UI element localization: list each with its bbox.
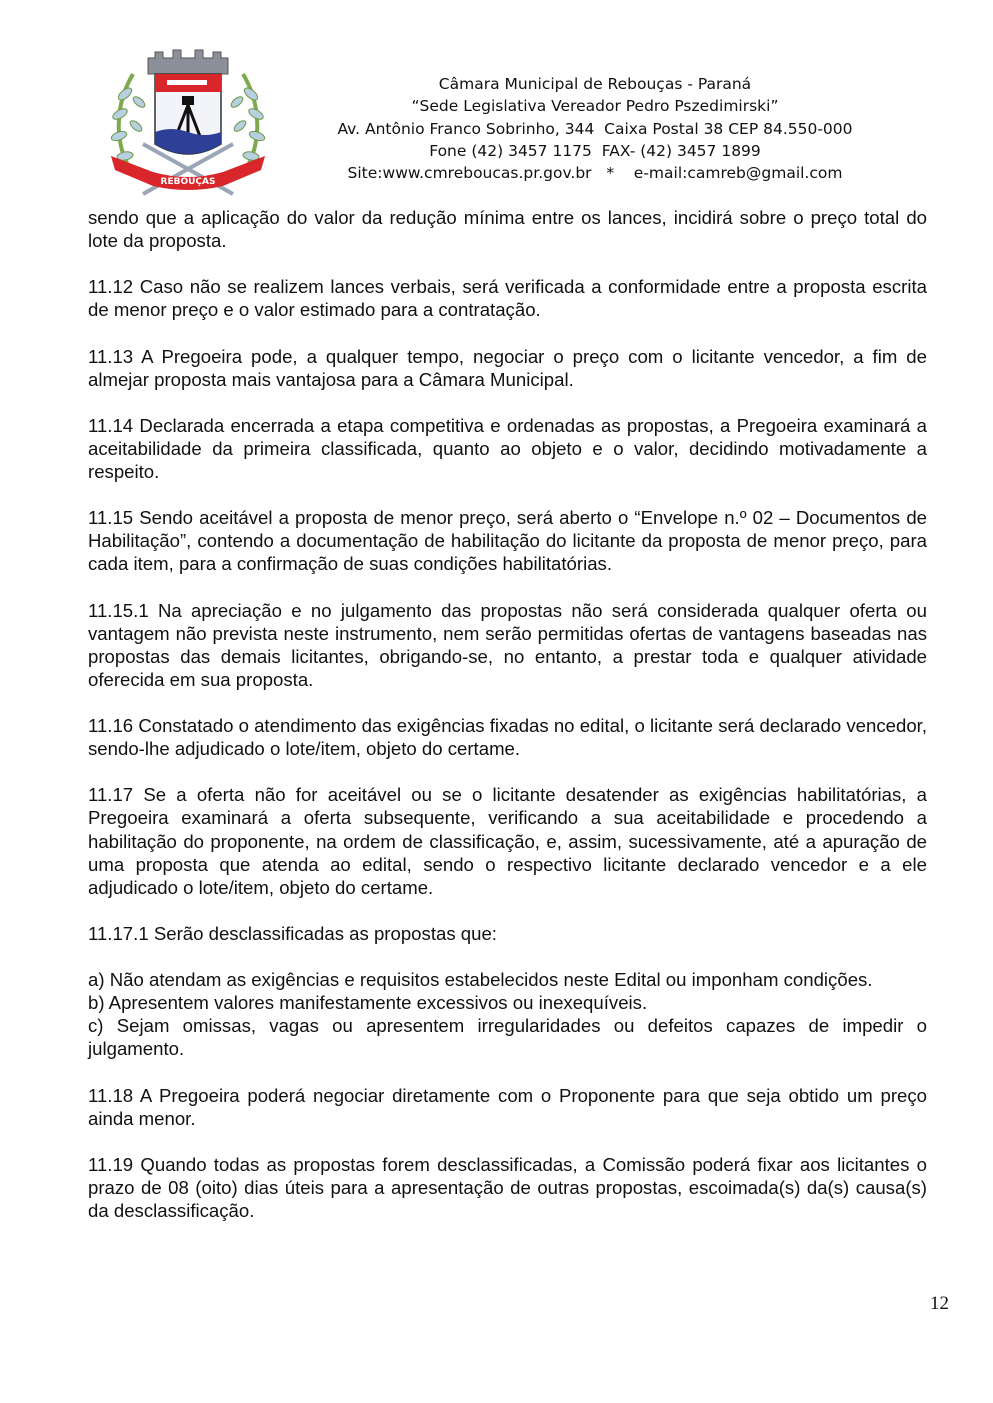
institution-address: Av. Antônio Franco Sobrinho, 344 Caixa Postal 38 CEP 84.550-000	[337, 119, 853, 138]
paragraph-11-17: 11.17 Se a oferta não for aceitável ou se o licitante desatender as exigências habilitatórias, a Pregoeira examinará a oferta subsequente, verificando a sua aceitabilidade e procedendo a habilitação do proponente, na ordem de classificação, e, assim, sucessivamente, até a apuração de uma proposta que atenda ao edital, sendo o respectivo licitante declarado vencedor e a ele adjudicado o lote/item, objeto do certame.	[88, 784, 927, 898]
document-body	[88, 206, 927, 1245]
paragraph-11-16: 11.16 Constatado o atendimento das exigências fixadas no edital, o licitante será declarado vencedor, sendo-lhe adjudicado o lote/item, objeto do certame.	[88, 715, 927, 760]
page-number: 12	[930, 1293, 949, 1314]
list-item-c: c) Sejam omissas, vagas ou apresentem irregularidades ou defeitos capazes de impedir o julgamento.	[88, 1015, 927, 1060]
logo-banner-text: REBOUÇAS	[160, 177, 216, 187]
list-item-b: b) Apresentem valores manifestamente excessivos ou inexequíveis.	[88, 992, 648, 1014]
paragraph-continuation: sendo que a aplicação do valor da redução mínima entre os lances, incidirá sobre o preço total do lote da proposta.	[88, 207, 927, 252]
paragraph-11-17-1: 11.17.1 Serão desclassificadas as propostas que:	[88, 922, 497, 944]
paragraph-11-12: 11.12 Caso não se realizem lances verbais, será verificada a conformidade entre a proposta escrita de menor preço e o valor estimado para a contratação.	[88, 276, 927, 321]
list-item-a: a) Não atendam as exigências e requisitos estabelecidos neste Edital ou imponham condições.	[88, 969, 873, 991]
institution-contact: Site:www.cmreboucas.pr.gov.br * e-mail:camreb@gmail.com	[347, 164, 843, 183]
paragraph-11-19: 11.19 Quando todas as propostas forem desclassificadas, a Comissão poderá fixar aos licitantes o prazo de 08 (oito) dias úteis para a apresentação de outras propostas, escoimada(s) da(s) causa(s) da desclassificação.	[88, 1153, 927, 1222]
letterhead-text	[310, 73, 880, 184]
institution-phone: Fone (42) 3457 1175 FAX- (42) 3457 1899	[429, 141, 761, 160]
paragraph-11-14: 11.14 Declarada encerrada a etapa competitiva e ordenadas as propostas, a Pregoeira examinará a aceitabilidade da primeira classificada, quanto ao objeto e o valor, decidindo motivadamente a respeito.	[88, 414, 927, 483]
institution-name: Câmara Municipal de Rebouças - Paraná	[438, 75, 752, 93]
institution-subtitle: “Sede Legislativa Vereador Pedro Pszedimirski”	[411, 97, 779, 116]
paragraph-11-13: 11.13 A Pregoeira pode, a qualquer tempo, negociar o preço com o licitante vencedor, a fim de almejar proposta mais vantajosa para a Câmara Municipal.	[88, 345, 927, 390]
coat-of-arms-icon	[103, 44, 273, 200]
paragraph-11-15-1: 11.15.1 Na apreciação e no julgamento das propostas não será considerada qualquer oferta ou vantagem não prevista neste instrumento, nem serão permitidas ofertas de vantagens baseadas nas propostas das demais licitantes, obrigando-se, no entanto, a prestar toda e qualquer atividade oferecida em sua proposta.	[88, 599, 927, 690]
paragraph-11-18: 11.18 A Pregoeira poderá negociar diretamente com o Proponente para que seja obtido um preço ainda menor.	[88, 1084, 927, 1129]
paragraph-11-15: 11.15 Sendo aceitável a proposta de menor preço, será aberto o “Envelope n.º 02 – Documentos de Habilitação”, contendo a documentação de habilitação do licitante da proposta de menor preço, para cada item, para a confirmação de suas condições habilitatórias.	[88, 507, 927, 575]
letterhead	[0, 0, 993, 200]
